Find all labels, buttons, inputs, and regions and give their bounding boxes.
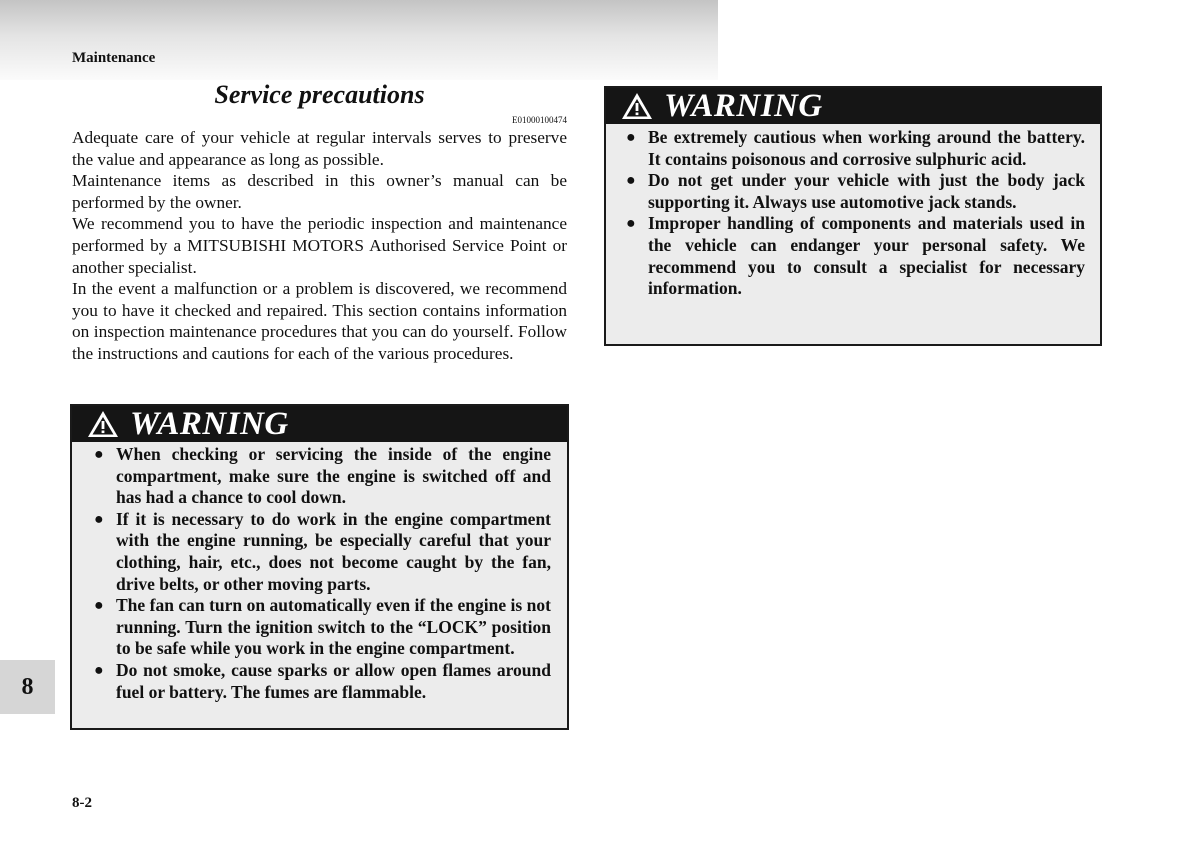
warning-title: WARNING — [130, 406, 289, 442]
page-title: Service precautions — [214, 80, 425, 109]
warning-item-text: When checking or servicing the inside of the engine compartment, make sure the engine is switched off and has had a chance to cool down. — [116, 444, 551, 508]
bullet-icon: ● — [626, 129, 636, 146]
warning-item — [94, 444, 551, 509]
warning-box-engine — [70, 404, 569, 730]
warning-item-text: The fan can turn on automatically even if the engine is not running. Turn the ignition switch to the “LOCK” position to be safe while you work in the engine compartment. — [116, 595, 551, 659]
warning-item — [94, 595, 551, 660]
bullet-icon: ● — [94, 510, 104, 528]
warning-list — [72, 442, 567, 703]
page-number: 8-2 — [72, 795, 92, 811]
intro-text — [72, 127, 567, 365]
warning-item-text: If it is necessary to do work in the engine compartment with the engine running, be especially careful that your clothing, hair, etc., does not become caught by the fan, drive belts, or other moving parts. — [116, 508, 551, 594]
warning-item-text: Be extremely cautious when working around the battery. It contains poisonous and corrosive sulphuric acid. — [648, 127, 1085, 169]
bullet-icon: ● — [626, 172, 636, 190]
bullet-icon: ● — [94, 446, 104, 463]
bullet-icon: ● — [94, 597, 104, 615]
warning-triangle-icon — [620, 91, 654, 121]
warning-item — [94, 509, 551, 595]
warning-box-battery — [604, 86, 1102, 346]
warning-item — [626, 213, 1085, 299]
warning-header — [606, 88, 1100, 124]
warning-item — [626, 127, 1085, 170]
intro-paragraph: Adequate care of your vehicle at regular intervals serves to preserve the value and appearance as long as possible. — [72, 128, 567, 169]
header-band — [0, 0, 718, 80]
warning-header — [72, 406, 567, 442]
intro-paragraph: We recommend you to have the periodic inspection and maintenance performed by a MITSUBISHI MOTORS Authorised Service Point or another specialist. — [72, 214, 567, 277]
warning-item-text: Improper handling of components and materials used in the vehicle can endanger your personal safety. We recommend you to consult a specialist for necessary information. — [648, 213, 1085, 299]
warning-title: WARNING — [664, 88, 823, 124]
warning-item-text: Do not smoke, cause sparks or allow open flames around fuel or battery. The fumes are flammable. — [116, 659, 551, 702]
section-label: Maintenance — [72, 50, 156, 66]
warning-item — [626, 170, 1085, 213]
warning-item-text: Do not get under your vehicle with just the body jack supporting it. Always use automotive jack stands. — [648, 170, 1085, 212]
warning-item — [94, 660, 551, 703]
chapter-tab: 8 — [0, 660, 55, 714]
bullet-icon: ● — [94, 661, 104, 679]
bullet-icon: ● — [626, 215, 636, 233]
intro-paragraph: Maintenance items as described in this owner’s manual can be performed by the owner. — [72, 171, 567, 212]
warning-list — [606, 124, 1100, 300]
intro-paragraph: In the event a malfunction or a problem is discovered, we recommend you to have it checked and repaired. This section contains information on inspection maintenance procedures that you can do yourself. Follow the instructions and cautions for each of the various procedures. — [72, 279, 567, 363]
document-code: E01000100474 — [512, 115, 567, 125]
warning-triangle-icon — [86, 409, 120, 439]
